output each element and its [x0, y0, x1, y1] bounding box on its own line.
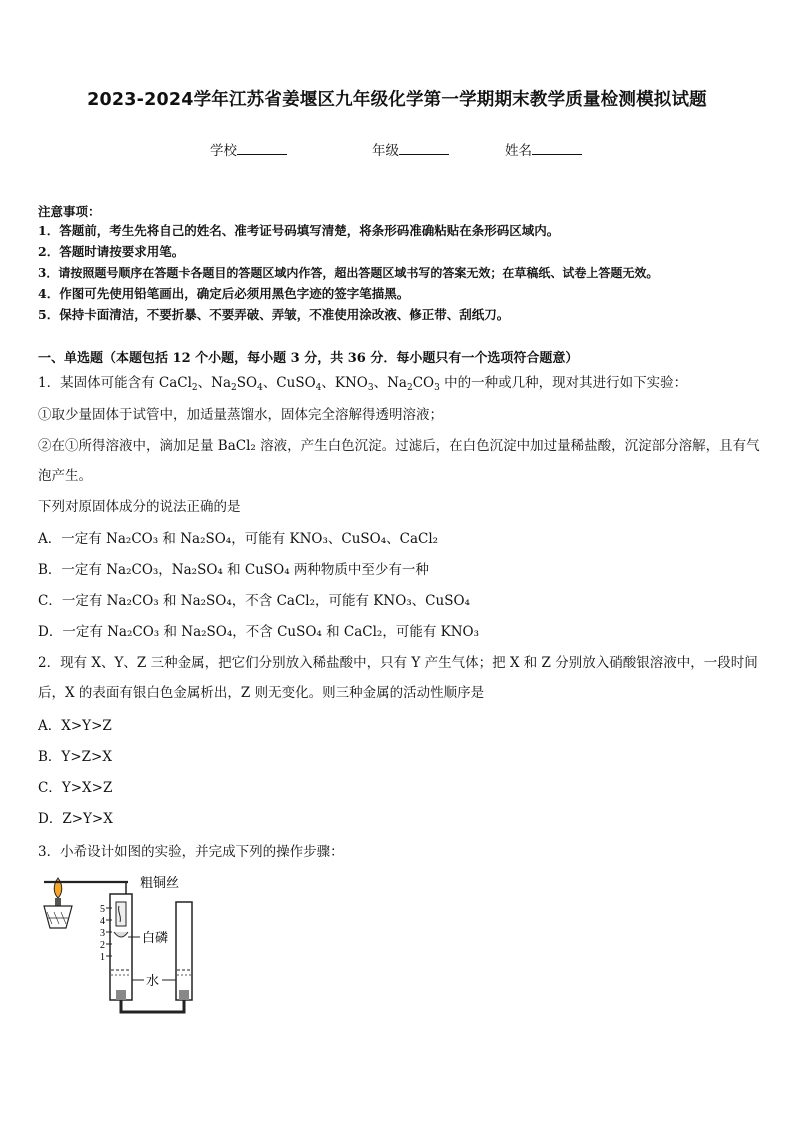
- q1-stem: 1．某固体可能含有 CaCl$_2$、$Na_2SO_4$、CuSO$_4$、$KNO_3$、$Na_2CO_3$ 中的一种或几种，现对其进行如下实验：: [38, 375, 688, 393]
- scale-label: 3: [100, 928, 105, 939]
- q2-stem: 2．现有 X、Y、Z 三种金属，把它们分别放入稀盐酸中，只有 Y 产生气体；把 X 和 Z 分别放入硝酸银溶液中，一段时间后，X 的表面有银白色金属析出，Z 则无变化。则三种金属的活动性顺序是: [38, 655, 758, 701]
- connecting-tube: [121, 1000, 184, 1012]
- q1-ask: 下列对原固体成分的说法正确的是: [38, 499, 241, 515]
- notice-item: 2．答题时请按要求用笔。: [38, 244, 185, 259]
- scale-label: 1: [100, 952, 105, 963]
- right-tube: [176, 902, 192, 1000]
- page-title: 2023-2024学年江苏省姜堰区九年级化学第一学期期末教学质量检测模拟试题: [87, 90, 707, 110]
- name-label: 姓名: [505, 143, 532, 159]
- school-field[interactable]: [210, 139, 287, 159]
- notice-item: 1．答题前，考生先将自己的姓名、准考证号码填写清楚，将条形码准确粘贴在条形码区域内。: [38, 223, 560, 238]
- notice-item: 3．请按照题号顺序在答题卡各题目的答题区域内作答，超出答题区域书写的答案无效；在草稿纸、试卷上答题无效。: [38, 266, 659, 280]
- school-label: 学校: [210, 143, 237, 159]
- water-label: 水: [146, 974, 160, 989]
- q2-option-a[interactable]: A．X>Y>Z: [38, 718, 112, 734]
- section-heading: 一、单选题（本题包括 12 个小题，每小题 3 分，共 36 分．每小题只有一个选项符合题意）: [38, 351, 579, 366]
- q2-option-d[interactable]: D．Z>Y>X: [38, 811, 113, 827]
- q1-option-b[interactable]: B．一定有 Na₂CO₃，Na₂SO₄ 和 CuSO₄ 两种物质中至少有一种: [38, 562, 429, 578]
- q1-step1: ①取少量固体于试管中，加适量蒸馏水，固体完全溶解得透明溶液；: [38, 407, 443, 423]
- scale-label: 2: [100, 940, 105, 951]
- name-blank[interactable]: [532, 142, 582, 155]
- alcohol-lamp-icon: [44, 878, 72, 928]
- notice-item: 5．保持卡面清洁，不要折暴、不要弄破、弄皱，不准使用涂改液、修正带、刮纸刀。: [38, 307, 510, 322]
- q2-option-b[interactable]: B．Y>Z>X: [38, 749, 112, 765]
- q1-option-c[interactable]: C．一定有 Na₂CO₃ 和 Na₂SO₄，不含 CaCl₂，可能有 KNO₃、CuSO₄: [38, 593, 470, 609]
- q1-option-d[interactable]: D．一定有 Na₂CO₃ 和 Na₂SO₄，不含 CuSO₄ 和 CaCl₂，可能有 KNO₃: [38, 624, 480, 640]
- grade-label: 年级: [372, 143, 399, 159]
- school-blank[interactable]: [237, 142, 287, 155]
- q2-option-c[interactable]: C．Y>X>Z: [38, 780, 113, 796]
- name-field[interactable]: [505, 139, 582, 159]
- phosphorus-label: 白磷: [142, 931, 169, 946]
- q1-step2: ②在①所得溶液中，滴加足量 BaCl₂ 溶液，产生白色沉淀。过滤后，在白色沉淀中加过量稀盐酸，沉淀部分溶解，且有气泡产生。: [38, 438, 760, 484]
- scale-label: 4: [100, 916, 105, 927]
- grade-blank[interactable]: [399, 142, 449, 155]
- notice-item: 4．作图可先使用铅笔画出，确定后必须用黑色字迹的签字笔描黑。: [38, 286, 410, 301]
- grade-field[interactable]: [372, 139, 449, 159]
- experiment-apparatus-figure: [36, 872, 226, 1022]
- copper-wire-label: 粗铜丝: [140, 876, 180, 891]
- notice-heading: 注意事项：: [38, 204, 101, 219]
- q1-option-a[interactable]: A．一定有 Na₂CO₃ 和 Na₂SO₄，可能有 KNO₃、CuSO₄、CaCl₂: [38, 531, 439, 547]
- scale-label: 5: [100, 904, 105, 915]
- q3-stem: 3．小希设计如图的实验，并完成下列的操作步骤：: [38, 844, 344, 860]
